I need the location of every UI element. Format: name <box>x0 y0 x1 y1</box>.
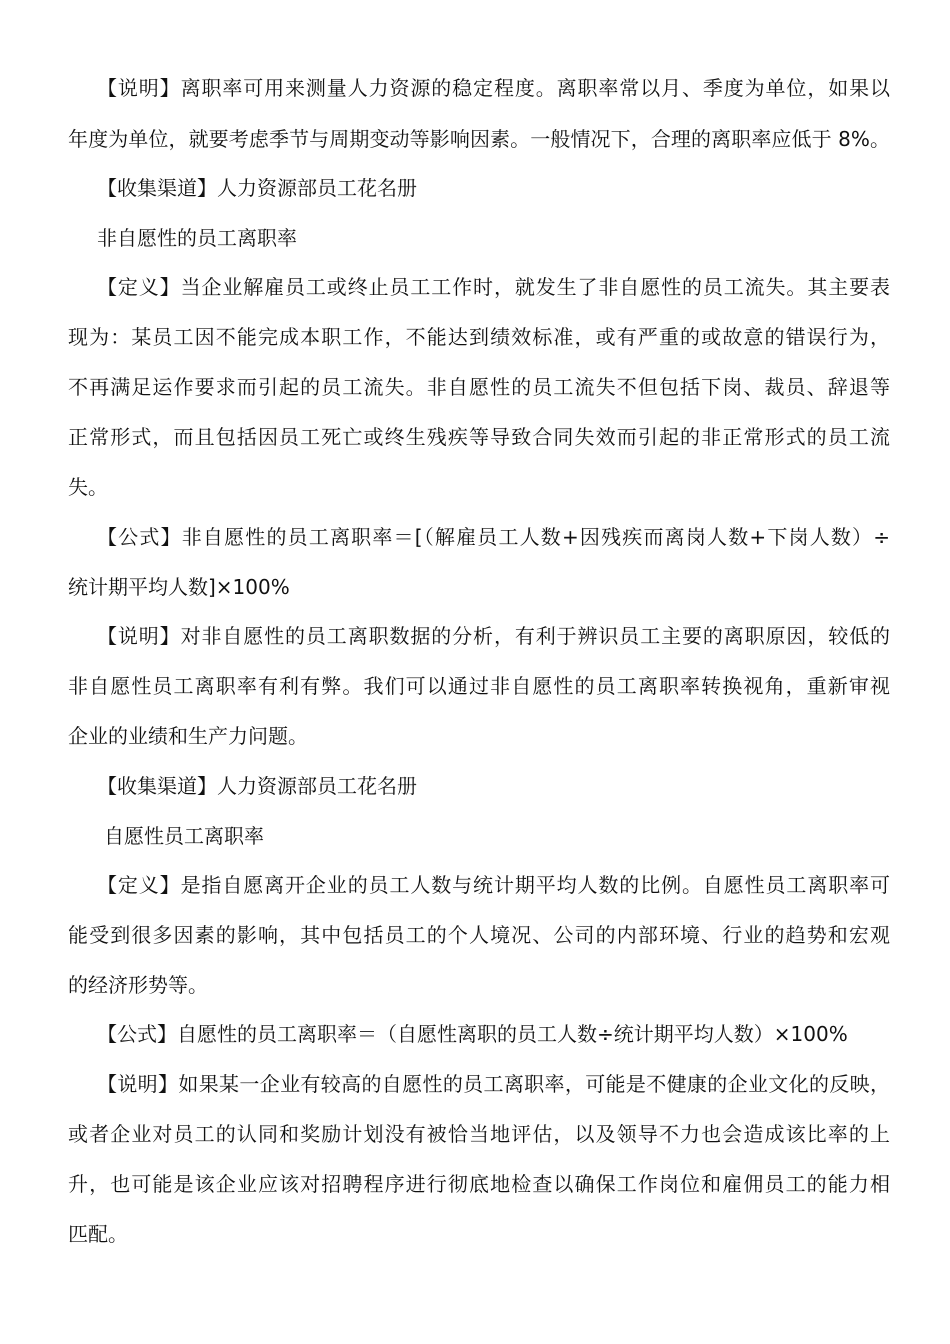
paragraph-line: 【说明】离职率可用来测量人力资源的稳定程度。离职率常以月、季度为单位，如果以 <box>97 76 890 100</box>
paragraph-line: 企业的业绩和生产力问题。 <box>68 724 308 748</box>
paragraph-line: 【说明】如果某一企业有较高的自愿性的员工离职率，可能是不健康的企业文化的反映， <box>97 1072 890 1096</box>
formula-line: 【公式】自愿性的员工离职率＝（自愿性离职的员工人数÷统计期平均人数）×100% <box>97 1022 848 1046</box>
paragraph-line: 匹配。 <box>68 1222 128 1246</box>
paragraph-line: 能受到很多因素的影响，其中包括员工的个人境况、公司的内部环境、行业的趋势和宏观 <box>68 923 890 947</box>
paragraph-line: 非自愿性员工离职率有利有弊。我们可以通过非自愿性的员工离职率转换视角，重新审视 <box>68 674 890 698</box>
paragraph-line: 正常形式，而且包括因员工死亡或终生残疾等导致合同失效而引起的非正常形式的员工流 <box>68 425 890 449</box>
paragraph-line: 【收集渠道】人力资源部员工花名册 <box>97 176 417 200</box>
paragraph-line: 【说明】对非自愿性的员工离职数据的分析，有利于辨识员工主要的离职原因，较低的 <box>97 624 890 648</box>
section-heading: 非自愿性的员工离职率 <box>97 226 297 250</box>
paragraph-line: 失。 <box>68 475 108 499</box>
formula-line: 【公式】非自愿性的员工离职率＝[（解雇员工人数+因残疾而离岗人数+下岗人数）÷ <box>97 525 890 549</box>
paragraph-line: 【定义】当企业解雇员工或终止员工工作时，就发生了非自愿性的员工流失。其主要表 <box>97 275 890 299</box>
paragraph-line: 年度为单位，就要考虑季节与周期变动等影响因素。一般情况下，合理的离职率应低于 8%。 <box>68 127 890 151</box>
paragraph-line: 【收集渠道】人力资源部员工花名册 <box>97 774 417 798</box>
formula-line: 统计期平均人数]×100% <box>68 575 290 599</box>
paragraph-line: 现为：某员工因不能完成本职工作，不能达到绩效标准，或有严重的或故意的错误行为， <box>68 325 890 349</box>
paragraph-line: 不再满足运作要求而引起的员工流失。非自愿性的员工流失不但包括下岗、裁员、辞退等 <box>68 375 890 399</box>
paragraph-line: 【定义】是指自愿离开企业的员工人数与统计期平均人数的比例。自愿性员工离职率可 <box>97 873 890 897</box>
section-heading: 自愿性员工离职率 <box>104 824 264 848</box>
paragraph-line: 或者企业对员工的认同和奖励计划没有被恰当地评估，以及领导不力也会造成该比率的上 <box>68 1122 890 1146</box>
paragraph-line: 升，也可能是该企业应该对招聘程序进行彻底地检查以确保工作岗位和雇佣员工的能力相 <box>68 1172 890 1196</box>
paragraph-line: 的经济形势等。 <box>68 973 208 997</box>
